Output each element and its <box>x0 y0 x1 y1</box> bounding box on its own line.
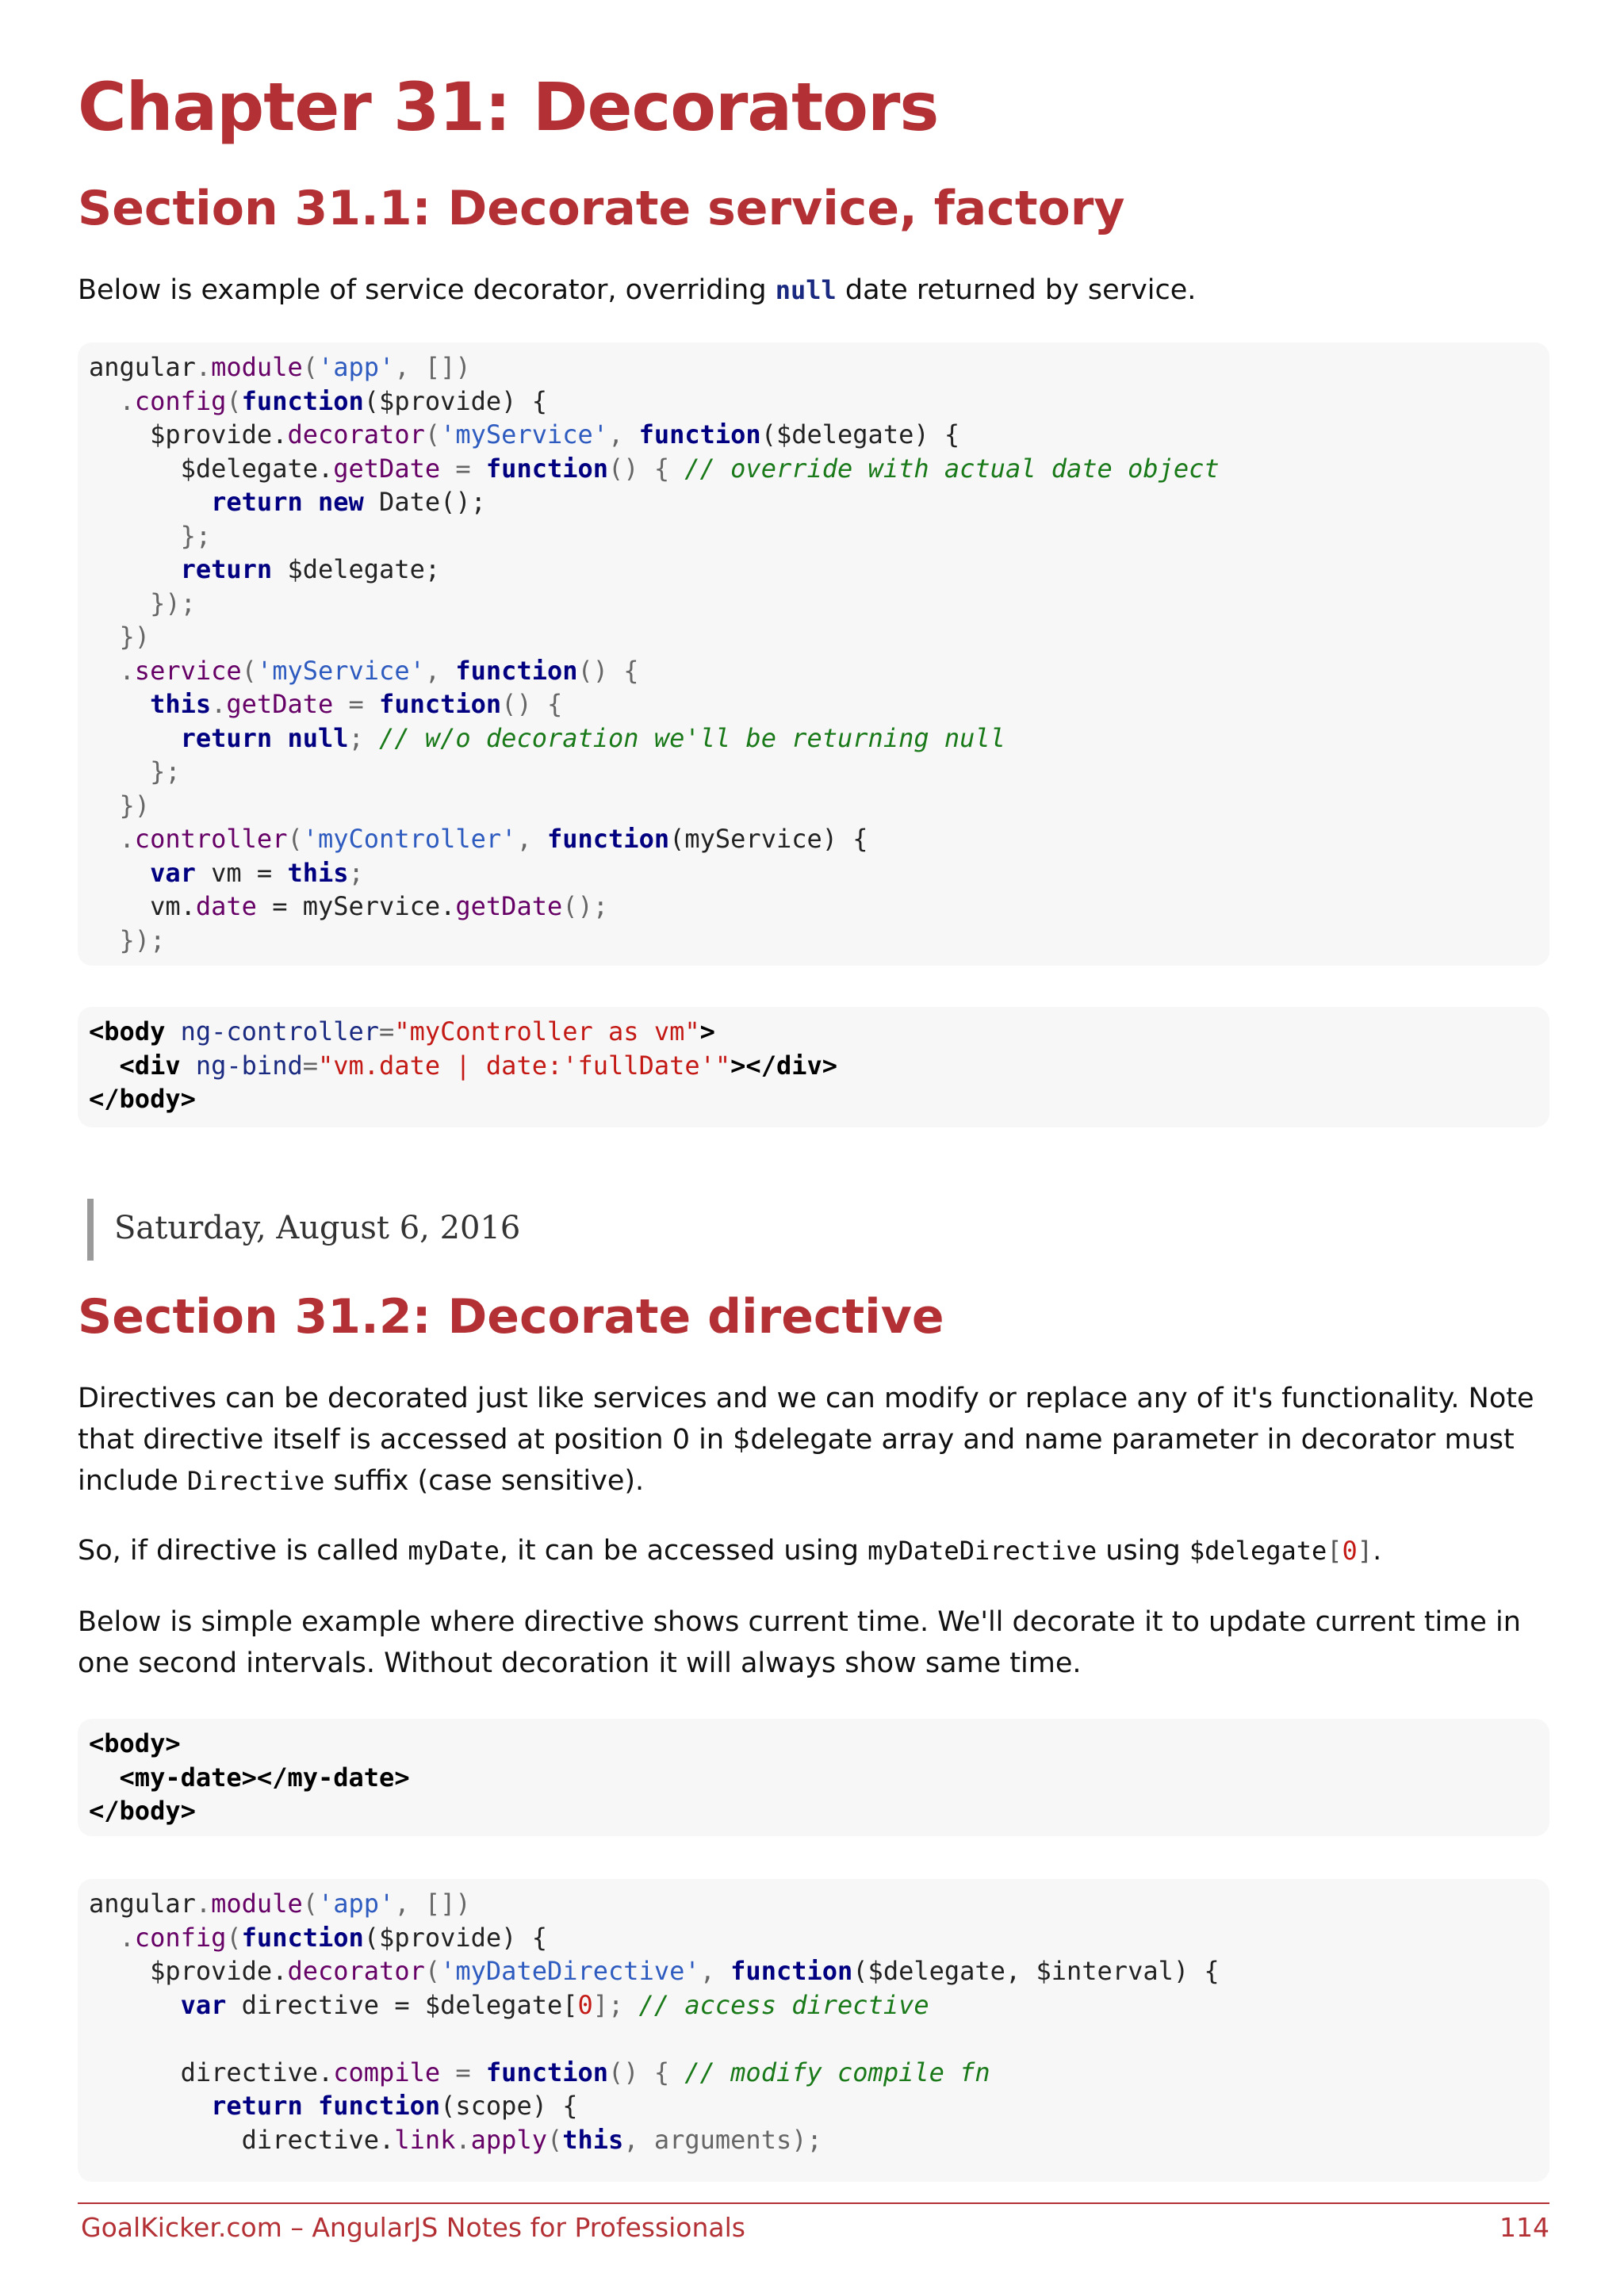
code-block-service-decorator <box>78 342 1549 966</box>
code-block-my-date-html <box>78 1719 1549 1836</box>
page-number: 114 <box>1500 2212 1549 2243</box>
intro-text: Below is example of service decorator, overriding <box>78 274 776 306</box>
inline-code-directive: Directive <box>186 1466 325 1496</box>
section-31-1-title: Section 31.1: Decorate service, factory <box>78 181 1125 236</box>
inline-code-null: null <box>775 275 837 305</box>
section-31-1-intro <box>78 270 1549 311</box>
code-text: <body> <my-date></my-date> </body> <box>89 1728 410 1826</box>
footer-divider <box>78 2202 1549 2204</box>
inline-code-mydate: myDate <box>408 1536 500 1566</box>
footer-source: GoalKicker.com – AngularJS Notes for Professionals <box>81 2212 745 2243</box>
section-31-2-paragraph-1: Directives can be decorated just like services and we can modify or replace any of it's functionality. Note that directive itself is accessed at position 0 in $delegate array and name parameter in decorator must include Directive suffix (case sensitive). <box>78 1383 1534 1497</box>
inline-code-mydatedirective: myDateDirective <box>868 1536 1097 1566</box>
rendered-output-image <box>87 1199 521 1261</box>
code-text: <body ng-controller="myController as vm"> <div ng-bind="vm.date | date:'fullDate'"></div> </body> <box>89 1016 838 1114</box>
code-text: angular.module('app', []) .config(function($provide) { $provide.decorator('myService', function($delegate) { $delegate.getDate = function() { // override with actual date object return new Date(); }; return $delegate; }); }) .service('myService', function() { this.getDate = function() { return null; // w/o decoration we'll be returning null }; }) .controller('myController', function(myService) { var vm = this; vm.date = myService.getDate(); }); <box>89 352 1220 955</box>
code-block-directive-decorator <box>78 1879 1549 2182</box>
chapter-title: Chapter 31: Decorators <box>78 68 939 146</box>
code-text: angular.module('app', []) .config(function($provide) { $provide.decorator('myDateDirective', function($delegate, $interval) { var directive = $delegate[0]; // access directive directive.compile = function() { // modify compile fn return function(scope) { directive.link.apply(this, arguments); <box>89 1888 1220 2155</box>
code-block-body-controller <box>78 1007 1549 1127</box>
section-31-2-paragraph-3: Below is simple example where directive shows current time. We'll decorate it to update current time in one second intervals. Without decoration it will always show same time. <box>78 1606 1521 1679</box>
rendered-date-text: Saturday, August 6, 2016 <box>114 1210 521 1246</box>
section-31-2-paragraph-2: So, if directive is called myDate, it can be accessed using myDateDirective using $delegate[0]. <box>78 1535 1382 1567</box>
inline-code-delegate: $delegate[0] <box>1189 1536 1373 1566</box>
intro-text-end: date returned by service. <box>836 274 1197 306</box>
section-31-2-title: Section 31.2: Decorate directive <box>78 1289 944 1345</box>
